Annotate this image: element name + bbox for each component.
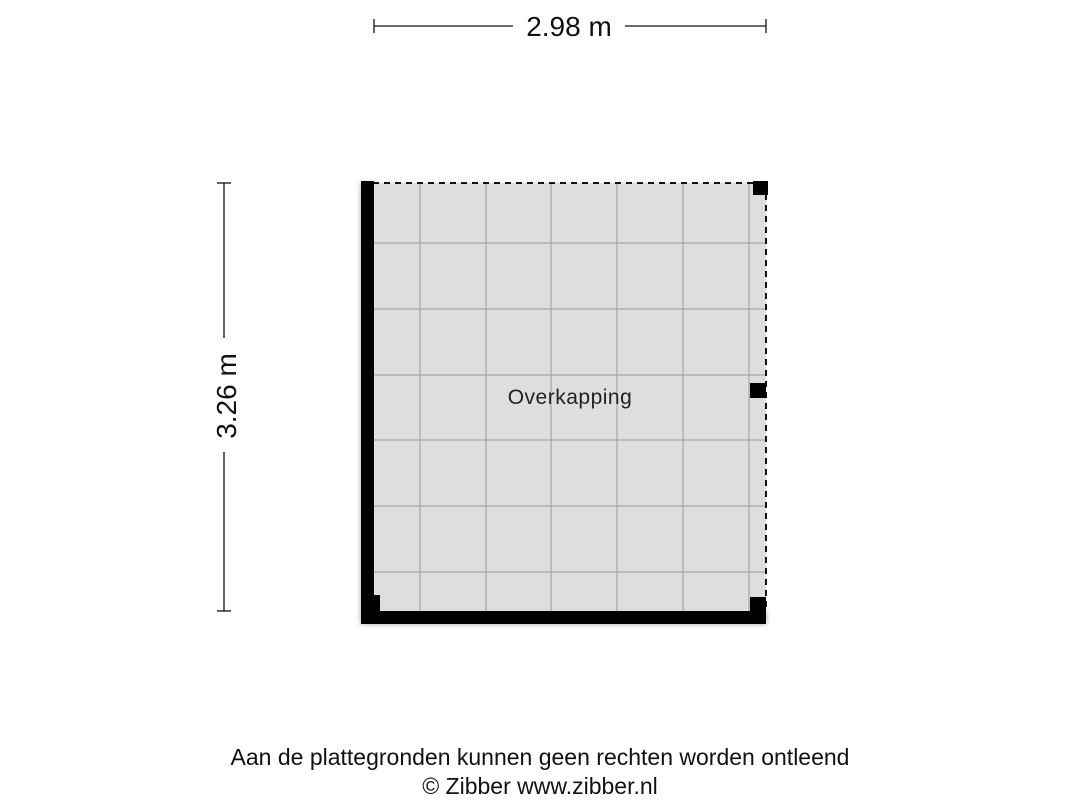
width-label: 2.98 m [526, 11, 612, 42]
disclaimer-text: Aan de plattegronden kunnen geen rechten worden ontleend [230, 744, 850, 770]
room-label: Overkapping [507, 386, 633, 409]
post-top-right [753, 181, 768, 195]
wall-bottom [361, 611, 766, 624]
width-dimension [374, 11, 766, 42]
post-middle-right [750, 383, 766, 398]
copyright-text: © Zibber www.zibber.nl [422, 773, 658, 799]
height-label: 3.26 m [211, 353, 242, 439]
post-bottom-right [750, 597, 766, 613]
post-bottom-left [367, 595, 380, 613]
height-dimension [211, 183, 242, 611]
wall-left [361, 181, 374, 624]
